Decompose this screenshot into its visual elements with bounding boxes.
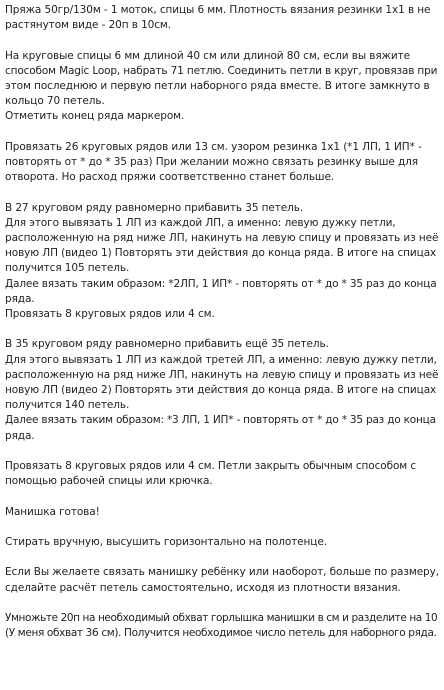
text-line: расположенную на ряд ниже ЛП, накинуть на левую спицу и провязать из неё: [5, 368, 439, 381]
text-line: На круговые спицы 6 мм длиной 40 см или длиной 80 см, если вы вяжите: [5, 49, 411, 62]
paragraph-gap: [5, 125, 439, 140]
text-line: Для этого вывязать 1 ЛП из каждой третей ЛП, а именно: левую дужку петли,: [5, 353, 437, 366]
paragraph-gap: [5, 489, 439, 504]
text-line: Далее вязать таким образом: *2ЛП, 1 ИП* - повторять от * до * 35 раз до конца: [5, 277, 437, 290]
text-line: ряда.: [5, 429, 35, 442]
text-line: Умножьте 20п на необходимый обхват горлышка манишки в см и разделите на 10: [5, 611, 438, 624]
paragraph-care: [5, 535, 439, 550]
paragraph-ribbing: [5, 140, 439, 186]
text-line: Пряжа 50гр/130м - 1 моток, спицы 6 мм. Плотность вязания резинки 1х1 в не: [5, 4, 431, 16]
text-line: получится 105 петель.: [5, 262, 130, 275]
text-line: Далее вязать таким образом: *3 ЛП, 1 ИП* - повторять от * до * 35 раз до конца: [5, 414, 436, 427]
text-line: помощью рабочей спицы или крючка.: [5, 475, 213, 488]
text-line: Отметить конец ряда маркером.: [5, 110, 185, 123]
text-line: ряда.: [5, 292, 35, 305]
text-line: Стирать вручную, высушить горизонтально на полотенце.: [5, 536, 327, 548]
text-line: расположенную на ряд ниже ЛП, накинуть на левую спицу и провязать из неё: [5, 232, 439, 244]
paragraph-gap: [5, 322, 439, 337]
text-line: этом последнюю и первую петли наборного ряда вместе. В итоге замкнуто в: [5, 80, 430, 92]
text-line: Манишка готова!: [5, 505, 100, 518]
paragraph-yarn: [5, 3, 439, 33]
text-line: сделайте расчёт петель самостоятельно, исходя из плотности вязания.: [5, 581, 401, 594]
paragraph-gap: [5, 444, 439, 459]
text-line: новую ЛП (видео 1) Повторять эти действия до конца ряда. В итоге на спицах: [5, 247, 437, 260]
text-line: отворота. Но расход пряжи соответственно станет больше.: [5, 171, 335, 184]
paragraph-cast-on: [5, 49, 439, 125]
text-line: новую ЛП (видео 2) Повторять эти действия до конца ряда. В итоге на спицах: [5, 384, 437, 397]
text-line: Если Вы желаете связать манишку ребёнку или наоборот, больше по размеру,: [5, 566, 439, 579]
text-line: кольцо 70 петель.: [5, 95, 105, 108]
paragraph-gap: [5, 550, 439, 565]
text-line: (У меня обхват 36 см). Получится необходимое число петель для наборного ряда.: [5, 627, 437, 640]
paragraph-increase-row-35: [5, 337, 439, 443]
text-line: повторять от * до * 35 раз) При желании можно связать резинку выше для: [5, 156, 419, 168]
paragraph-calculation: [5, 611, 439, 641]
text-line: Провязать 8 круговых рядов или 4 см. Петли закрыть обычным способом с: [5, 460, 417, 473]
text-line: В 35 круговом ряду равномерно прибавить ещё 35 петель.: [5, 338, 329, 351]
text-line: В 27 круговом ряду равномерно прибавить 35 петель.: [5, 201, 304, 214]
text-line: способом Magic Loop, набрать 71 петлю. Соединить петли в круг, провязав при: [5, 64, 438, 77]
paragraph-sizing: [5, 565, 439, 595]
text-line: Провязать 8 круговых рядов или 4 см.: [5, 308, 215, 321]
paragraph-gap: [5, 185, 439, 200]
text-line: Для этого вывязать 1 ЛП из каждой ЛП, а именно: левую дужку петли,: [5, 216, 396, 229]
document-body: [5, 3, 439, 641]
paragraph-gap: [5, 596, 439, 611]
text-line: получится 140 петель.: [5, 399, 130, 412]
text-line: растянутом виде - 20п в 10см.: [5, 19, 171, 32]
paragraph-gap: [5, 33, 439, 48]
paragraph-bind-off: [5, 459, 439, 489]
paragraph-gap: [5, 520, 439, 535]
text-line: Провязать 26 круговых рядов или 13 см. узором резинка 1х1 (*1 ЛП, 1 ИП* -: [5, 140, 422, 153]
paragraph-increase-row-27: [5, 201, 439, 323]
paragraph-done: [5, 505, 439, 520]
